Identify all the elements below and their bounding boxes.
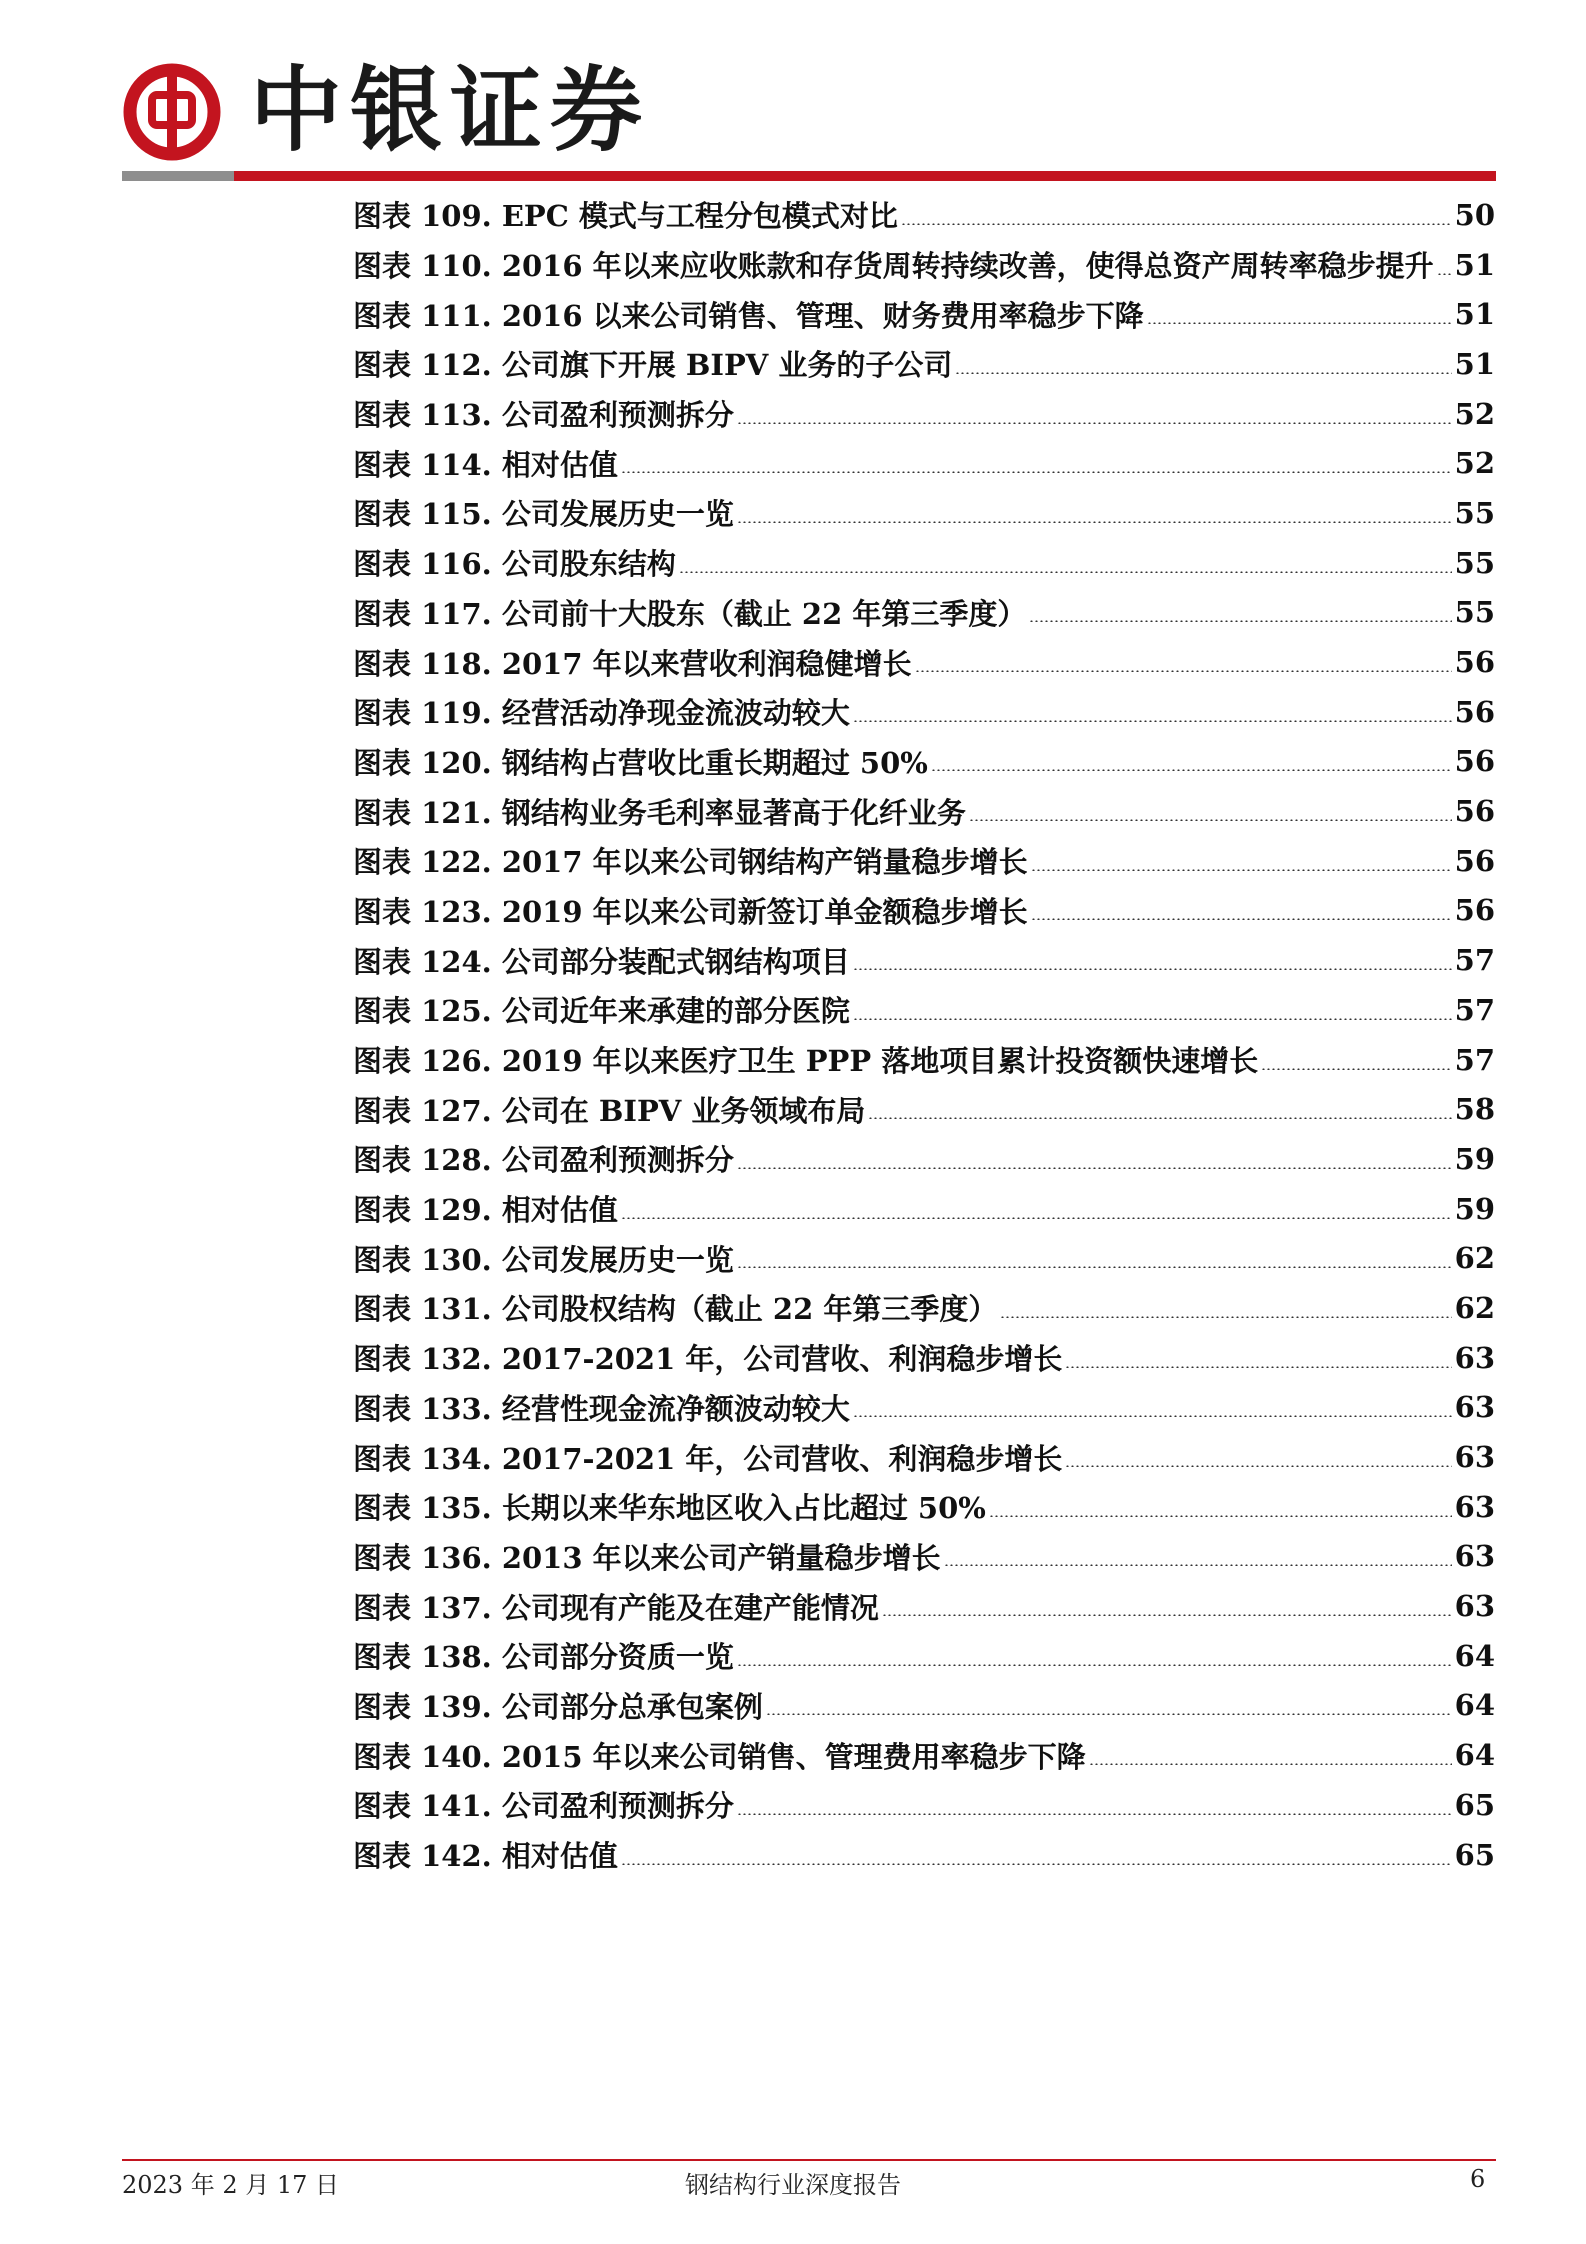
figure-index-list bbox=[353, 190, 1495, 1879]
toc-entry[interactable] bbox=[353, 935, 1495, 985]
toc-entry-label: 图表 121. 钢结构业务毛利率显著高于化纤业务 bbox=[353, 795, 966, 830]
toc-entry-label: 图表 123. 2019 年以来公司新签订单金额稳步增长 bbox=[353, 894, 1028, 929]
toc-entry-page: 51 bbox=[1454, 346, 1495, 381]
toc-dot-leader bbox=[1065, 1465, 1451, 1467]
toc-entry-label: 图表 120. 钢结构占营收比重长期超过 50% bbox=[353, 745, 928, 780]
toc-entry-page: 51 bbox=[1454, 247, 1495, 282]
toc-entry-label: 图表 126. 2019 年以来医疗卫生 PPP 落地项目累计投资额快速增长 bbox=[353, 1044, 1259, 1079]
toc-entry[interactable] bbox=[353, 836, 1495, 886]
toc-entry-label: 图表 134. 2017-2021 年，公司营收、利润稳步增长 bbox=[353, 1441, 1063, 1476]
toc-entry[interactable] bbox=[353, 737, 1495, 787]
footer-report-title: 钢结构行业深度报告 bbox=[685, 2171, 901, 2199]
toc-dot-leader bbox=[1031, 918, 1452, 920]
toc-entry-label: 图表 116. 公司股东结构 bbox=[353, 547, 676, 582]
toc-entry-page: 63 bbox=[1454, 1340, 1495, 1375]
toc-entry-page: 62 bbox=[1454, 1241, 1495, 1276]
toc-entry[interactable] bbox=[353, 687, 1495, 737]
toc-dot-leader bbox=[853, 1018, 1452, 1020]
toc-entry[interactable] bbox=[353, 488, 1495, 538]
toc-entry-page: 58 bbox=[1454, 1092, 1495, 1127]
toc-entry-page: 55 bbox=[1454, 495, 1495, 530]
toc-entry-label: 图表 114. 相对估值 bbox=[353, 447, 618, 482]
toc-entry-label: 图表 127. 公司在 BIPV 业务领域布局 bbox=[353, 1093, 866, 1128]
footer-page-number: 6 bbox=[1470, 2165, 1486, 2193]
toc-dot-leader bbox=[955, 372, 1451, 374]
toc-entry[interactable] bbox=[353, 339, 1495, 389]
toc-dot-leader bbox=[737, 422, 1452, 424]
toc-entry-label: 图表 140. 2015 年以来公司销售、管理费用率稳步下降 bbox=[353, 1739, 1086, 1774]
toc-entry[interactable] bbox=[353, 1233, 1495, 1283]
brand-name: 中银证券 bbox=[250, 57, 651, 164]
toc-entry[interactable] bbox=[353, 1184, 1495, 1234]
toc-entry-page: 63 bbox=[1454, 1539, 1495, 1574]
toc-dot-leader bbox=[1261, 1068, 1451, 1070]
toc-dot-leader bbox=[1147, 322, 1452, 324]
toc-entry-page: 55 bbox=[1454, 545, 1495, 580]
toc-dot-leader bbox=[915, 670, 1452, 672]
toc-entry-label: 图表 130. 公司发展历史一览 bbox=[353, 1242, 734, 1277]
toc-entry-page: 55 bbox=[1454, 595, 1495, 630]
toc-entry-label: 图表 142. 相对估值 bbox=[353, 1839, 618, 1874]
toc-dot-leader bbox=[679, 571, 1452, 573]
toc-dot-leader bbox=[737, 1813, 1452, 1815]
toc-entry-page: 64 bbox=[1454, 1738, 1495, 1773]
toc-entry[interactable] bbox=[353, 1432, 1495, 1482]
toc-entry-page: 52 bbox=[1454, 396, 1495, 431]
toc-entry-label: 图表 109. EPC 模式与工程分包模式对比 bbox=[353, 199, 898, 234]
toc-entry-page: 63 bbox=[1454, 1489, 1495, 1524]
toc-entry[interactable] bbox=[353, 1830, 1495, 1880]
toc-entry[interactable] bbox=[353, 1581, 1495, 1631]
toc-dot-leader bbox=[737, 1167, 1452, 1169]
toc-entry[interactable] bbox=[353, 289, 1495, 339]
toc-entry-page: 56 bbox=[1454, 843, 1495, 878]
toc-dot-leader bbox=[621, 471, 1452, 473]
footer-divider bbox=[122, 2159, 1496, 2161]
toc-entry-page: 50 bbox=[1454, 197, 1495, 232]
header-divider-gray bbox=[122, 171, 234, 181]
toc-entry[interactable] bbox=[353, 1482, 1495, 1532]
toc-entry-label: 图表 125. 公司近年来承建的部分医院 bbox=[353, 994, 850, 1029]
toc-entry-page: 65 bbox=[1454, 1837, 1495, 1872]
toc-entry[interactable] bbox=[353, 1532, 1495, 1582]
toc-entry-label: 图表 119. 经营活动净现金流波动较大 bbox=[353, 696, 850, 731]
toc-entry[interactable] bbox=[353, 240, 1495, 290]
toc-entry-page: 65 bbox=[1454, 1787, 1495, 1822]
toc-entry-page: 56 bbox=[1454, 744, 1495, 779]
toc-entry-page: 52 bbox=[1454, 446, 1495, 481]
toc-entry-label: 图表 111. 2016 以来公司销售、管理、财务费用率稳步下降 bbox=[353, 298, 1144, 333]
toc-entry-label: 图表 122. 2017 年以来公司钢结构产销量稳步增长 bbox=[353, 845, 1028, 880]
toc-entry-page: 63 bbox=[1454, 1440, 1495, 1475]
toc-entry[interactable] bbox=[353, 538, 1495, 588]
toc-entry-label: 图表 129. 相对估值 bbox=[353, 1193, 618, 1228]
toc-dot-leader bbox=[737, 1664, 1452, 1666]
toc-entry-label: 图表 112. 公司旗下开展 BIPV 业务的子公司 bbox=[353, 348, 953, 383]
toc-entry[interactable] bbox=[353, 1084, 1495, 1134]
toc-dot-leader bbox=[766, 1713, 1452, 1715]
toc-entry[interactable] bbox=[353, 190, 1495, 240]
toc-dot-leader bbox=[901, 223, 1452, 225]
toc-dot-leader bbox=[621, 1863, 1452, 1865]
footer-date: 2023 年 2 月 17 日 bbox=[122, 2171, 340, 2199]
toc-entry-label: 图表 110. 2016 年以来应收账款和存货周转持续改善，使得总资产周转率稳步提升 bbox=[353, 249, 1434, 284]
toc-dot-leader bbox=[944, 1564, 1452, 1566]
toc-entry[interactable] bbox=[353, 1283, 1495, 1333]
toc-entry[interactable] bbox=[353, 1631, 1495, 1681]
toc-entry-label: 图表 135. 长期以来华东地区收入占比超过 50% bbox=[353, 1491, 986, 1526]
toc-entry[interactable] bbox=[353, 389, 1495, 439]
toc-dot-leader bbox=[1029, 620, 1451, 622]
toc-dot-leader bbox=[1437, 273, 1452, 275]
header-divider-red bbox=[234, 171, 1496, 181]
toc-dot-leader bbox=[1065, 1366, 1451, 1368]
toc-entry-label: 图表 117. 公司前十大股东（截止 22 年第三季度） bbox=[353, 596, 1027, 631]
toc-entry-label: 图表 128. 公司盈利预测拆分 bbox=[353, 1143, 734, 1178]
bank-of-china-logo-icon bbox=[122, 62, 222, 162]
toc-dot-leader bbox=[737, 1266, 1452, 1268]
toc-dot-leader bbox=[853, 720, 1452, 722]
toc-entry[interactable] bbox=[353, 1035, 1495, 1085]
page-header bbox=[0, 0, 1586, 190]
toc-entry[interactable] bbox=[353, 1780, 1495, 1830]
toc-entry-page: 57 bbox=[1454, 992, 1495, 1027]
toc-entry-label: 图表 133. 经营性现金流净额波动较大 bbox=[353, 1391, 850, 1426]
toc-entry-label: 图表 131. 公司股权结构（截止 22 年第三季度） bbox=[353, 1292, 998, 1327]
toc-entry-page: 64 bbox=[1454, 1638, 1495, 1673]
toc-entry[interactable] bbox=[353, 637, 1495, 687]
toc-entry-page: 63 bbox=[1454, 1589, 1495, 1624]
toc-entry-label: 图表 136. 2013 年以来公司产销量稳步增长 bbox=[353, 1540, 941, 1575]
toc-dot-leader bbox=[853, 968, 1452, 970]
toc-dot-leader bbox=[1031, 869, 1452, 871]
toc-dot-leader bbox=[931, 769, 1452, 771]
toc-entry-page: 64 bbox=[1454, 1688, 1495, 1723]
toc-entry[interactable] bbox=[353, 588, 1495, 638]
toc-entry-label: 图表 132. 2017-2021 年，公司营收、利润稳步增长 bbox=[353, 1342, 1063, 1377]
toc-entry[interactable] bbox=[353, 1134, 1495, 1184]
toc-dot-leader bbox=[1089, 1763, 1452, 1765]
toc-entry-page: 62 bbox=[1454, 1290, 1495, 1325]
toc-entry[interactable] bbox=[353, 1681, 1495, 1731]
toc-dot-leader bbox=[868, 1117, 1451, 1119]
toc-dot-leader bbox=[621, 1217, 1452, 1219]
toc-entry-page: 57 bbox=[1454, 1042, 1495, 1077]
toc-entry-page: 59 bbox=[1454, 1191, 1495, 1226]
toc-dot-leader bbox=[737, 521, 1452, 523]
toc-dot-leader bbox=[853, 1415, 1452, 1417]
toc-entry-label: 图表 118. 2017 年以来营收利润稳健增长 bbox=[353, 646, 912, 681]
toc-entry-page: 57 bbox=[1454, 943, 1495, 978]
toc-entry-page: 51 bbox=[1454, 297, 1495, 332]
toc-entry-label: 图表 138. 公司部分资质一览 bbox=[353, 1640, 734, 1675]
toc-entry-label: 图表 141. 公司盈利预测拆分 bbox=[353, 1789, 734, 1824]
toc-dot-leader bbox=[882, 1614, 1452, 1616]
toc-entry[interactable] bbox=[353, 1333, 1495, 1383]
toc-entry-page: 63 bbox=[1454, 1390, 1495, 1425]
toc-entry[interactable] bbox=[353, 985, 1495, 1035]
toc-dot-leader bbox=[1000, 1316, 1451, 1318]
toc-entry-label: 图表 115. 公司发展历史一览 bbox=[353, 497, 734, 532]
toc-entry-page: 56 bbox=[1454, 893, 1495, 928]
toc-entry[interactable] bbox=[353, 886, 1495, 936]
toc-entry[interactable] bbox=[353, 438, 1495, 488]
toc-entry-page: 56 bbox=[1454, 794, 1495, 829]
toc-entry-page: 59 bbox=[1454, 1141, 1495, 1176]
toc-entry[interactable] bbox=[353, 1383, 1495, 1433]
toc-entry-label: 图表 124. 公司部分装配式钢结构项目 bbox=[353, 944, 850, 979]
toc-entry-page: 56 bbox=[1454, 694, 1495, 729]
toc-entry-label: 图表 113. 公司盈利预测拆分 bbox=[353, 398, 734, 433]
toc-dot-leader bbox=[989, 1515, 1452, 1517]
toc-entry-page: 56 bbox=[1454, 645, 1495, 680]
toc-entry-label: 图表 139. 公司部分总承包案例 bbox=[353, 1689, 763, 1724]
toc-entry[interactable] bbox=[353, 1730, 1495, 1780]
toc-entry-label: 图表 137. 公司现有产能及在建产能情况 bbox=[353, 1590, 879, 1625]
toc-entry[interactable] bbox=[353, 786, 1495, 836]
toc-dot-leader bbox=[969, 819, 1452, 821]
